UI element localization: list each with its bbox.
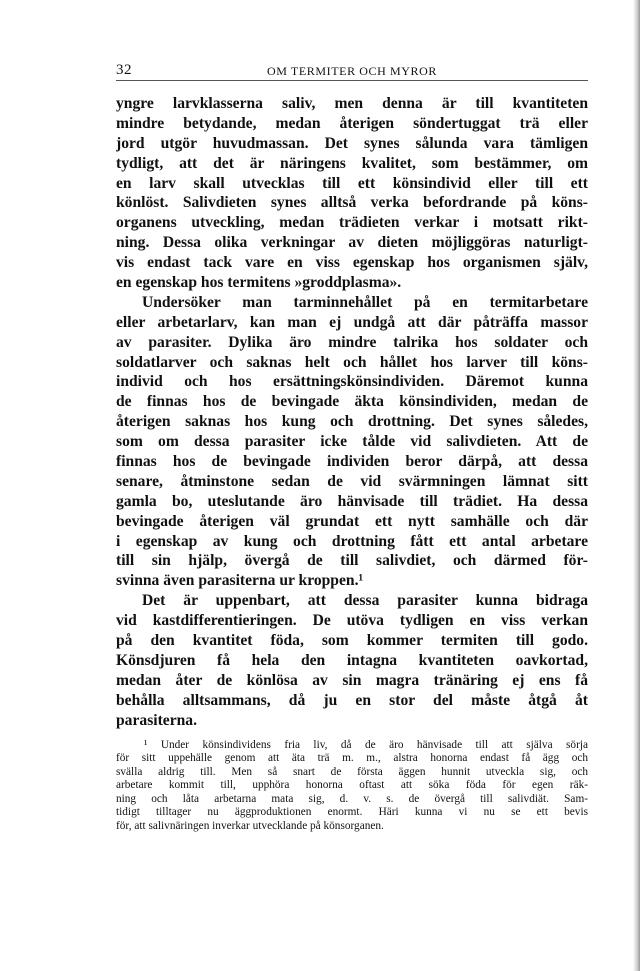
footnote-line: för, att salivnäringen inverkar utvecklande på könsorganen. (116, 819, 384, 832)
footnote-line: för sitt uppehälle genom att äta trä m. m., alstra honorna endast få ägg och (116, 752, 588, 765)
body-line: de finnas hos de bevingade äkta könsindividen, medan de (116, 393, 588, 411)
body-line: könlöst. Salivdieten synes alltså verka befordrande på köns- (116, 194, 588, 212)
footnote-line: tidigt tilltager nu äggproduktionen enormt. Häri kunna vi nu se ett bevis (116, 806, 588, 819)
footnote-line: ning och låta arbetarna mata sig, d. v. s. de övergå till salivdiät. Sam- (116, 792, 588, 805)
body-line: till sin hjälp, övergå de till salivdiet, och därmed för- (116, 552, 588, 570)
body-line: en egenskap hos termitens »groddplasma». (116, 274, 402, 292)
footnote-line: arbetare kommit till, upphöra honorna oftast att söka föda för egen räk- (116, 779, 588, 792)
page-number: 32 (116, 62, 132, 78)
body-line: individ och hos ersättningskönsindividen. Däremot kunna (116, 373, 588, 391)
body-text (116, 94, 588, 731)
body-line: organens utveckling, medan trädieten verkar i motsatt rikt- (116, 214, 588, 232)
body-line: yngre larvklasserna saliv, men denna är till kvantiteten (116, 95, 588, 112)
running-head (116, 56, 588, 81)
body-line: senare, åtminstone sedan de vid svärmningen lämnat sitt (116, 472, 588, 490)
body-line: behålla alltsammans, då ju en stor del måste åtgå åt (116, 691, 588, 709)
body-line: vis endast tack vare en viss egenskap hos organismen själv, (116, 254, 588, 272)
body-line: soldatlarver och saknas helt och hållet hos larver till köns- (116, 353, 588, 371)
body-line: en larv skall utvecklas till ett könsindivid eller till ett (116, 174, 588, 192)
body-line: jord utgör huvudmassan. Det synes sålunda vara tämligen (116, 134, 588, 152)
book-page (116, 56, 588, 833)
body-line: på den kvantitet föda, som kommer termiten till godo. (116, 632, 588, 650)
body-line: som om dessa parasiter icke tålde vid salivdieten. Att de (116, 433, 588, 451)
footnote-line: svälla aldrig till. Men så snart de första äggen hunnit utveckla sig, och (116, 765, 588, 778)
body-line: ning. Dessa olika verkningar av dieten möjliggöras naturligt- (116, 234, 588, 252)
body-line: bevingade återigen väl grundat ett nytt samhälle och där (116, 512, 588, 530)
body-line: i egenskap av kung och drottning fått ett antal arbetare (116, 532, 588, 550)
body-line: Könsdjuren få hela den intagna kvantiteten oavkortad, (116, 651, 588, 669)
body-line: parasiterna. (116, 711, 197, 729)
body-line: eller arbetarlarv, kan man ej undgå att där påträffa massor (116, 313, 588, 331)
body-line: återigen saknas hos kung och drottning. Det synes således, (116, 413, 588, 431)
body-line: Det är uppenbart, att dessa parasiter kunna bidraga (142, 592, 588, 610)
body-line: finnas hos de bevingade individen beror därpå, att dessa (116, 453, 588, 471)
running-title: OM TERMITER OCH MYROR (266, 64, 438, 78)
body-line: medan åter de könlösa av sin magra tränäring ej ens få (116, 671, 588, 689)
body-line: mindre betydande, medan återigen söndertuggat trä eller (116, 114, 588, 132)
page-edge-shadow (633, 0, 640, 971)
body-line: Undersöker man tarminnehållet på en termitarbetare (142, 293, 588, 311)
body-line: av parasiter. Dylika äro mindre talrika hos soldater och (116, 333, 588, 351)
body-line: tydligt, att det är näringens kvalitet, som bestämmer, om (116, 154, 588, 172)
body-line: gamla bo, uteslutande äro hänvisade till trädiet. Ha dessa (116, 492, 588, 510)
footnote (116, 739, 588, 834)
footnote-line: ¹ Under könsindividens fria liv, då de äro hänvisade till att själva sörja (144, 738, 588, 751)
body-line: svinna även parasiterna ur kroppen.¹ (116, 572, 364, 590)
body-line: vid kastdifferentieringen. De utöva tydligen en viss verkan (116, 612, 588, 630)
